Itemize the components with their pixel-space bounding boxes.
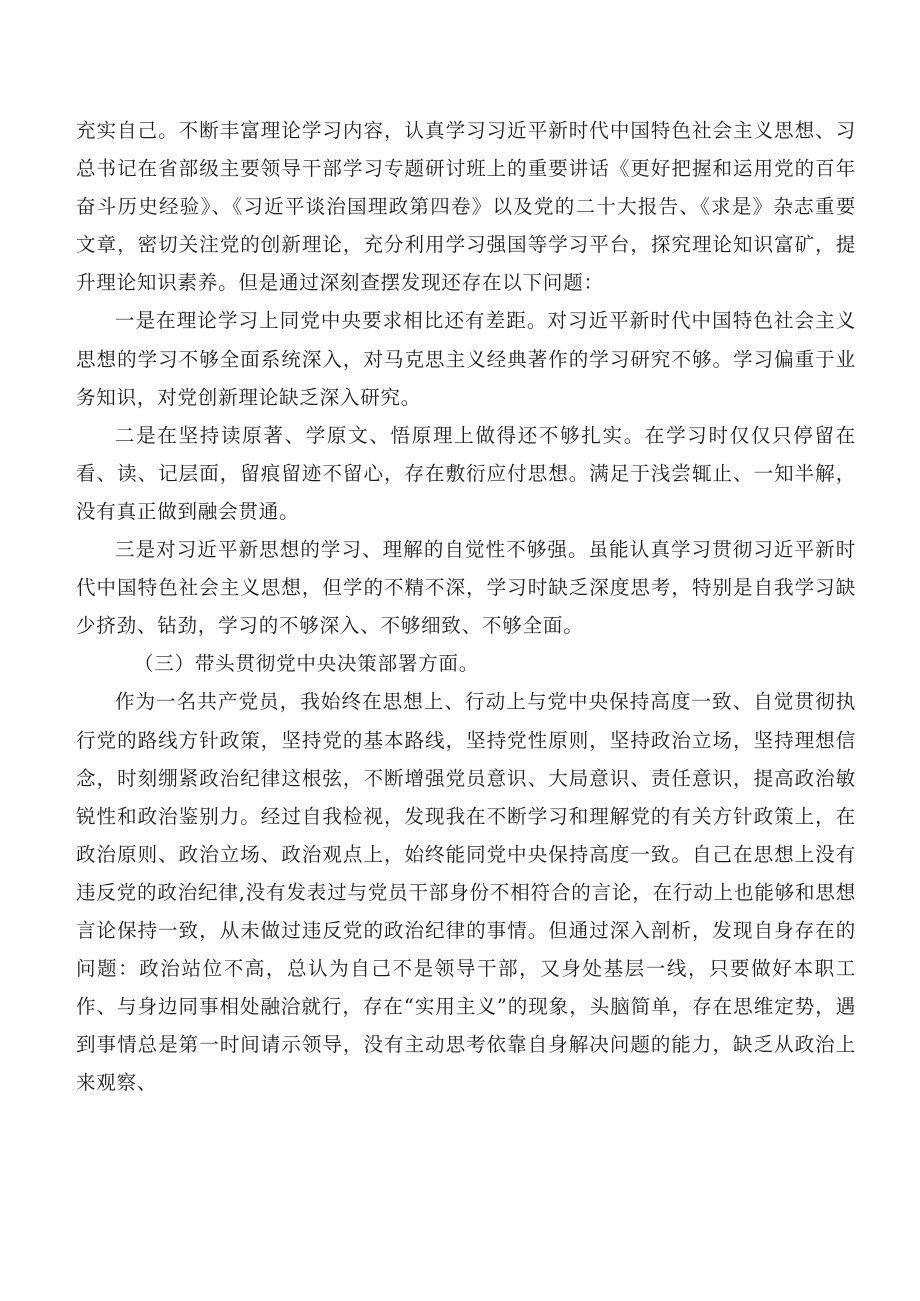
section-heading: （三）带头贯彻党中央决策部署方面。 xyxy=(134,652,480,676)
document-body xyxy=(76,112,856,1102)
paragraph-problem-two: 二是在坚持读原著、学原文、悟原理上做得还不够扎实。在学习时仅仅只停留在看、读、记层面，留痕留迹不留心，存在敷衍应付思想。满足于浅尝辄止、一知半解，没有真正做到融会贯通。 xyxy=(76,423,856,523)
paragraph-problem-one: 一是在理论学习上同党中央要求相比还有差距。对习近平新时代中国特色社会主义思想的学习不够全面系统深入，对马克思主义经典著作的学习研究不够。学习偏重于业务知识，对党创新理论缺乏深入研究。 xyxy=(76,309,856,409)
paragraph-continuation: 充实自己。不断丰富理论学习内容，认真学习习近平新时代中国特色社会主义思想、习总书记在省部级主要领导干部学习专题研讨班上的重要讲话《更好把握和运用党的百年奋斗历史经验》、《习近平谈治国理政第四卷》以及党的二十大报告、《求是》杂志重要文章，密切关注党的创新理论，充分利用学习强国等学习平台，探究理论知识富矿，提升理论知识素养。但是通过深刻查摆发现还存在以下问题： xyxy=(76,119,856,295)
paragraph-problem-three: 三是对习近平新思想的学习、理解的自觉性不够强。虽能认真学习贯彻习近平新时代中国特色社会主义思想，但学的不精不深，学习时缺乏深度思考，特别是自我学习缺少挤劲、钻劲，学习的不够深入、不够细致、不够全面。 xyxy=(76,538,856,638)
paragraph-party-member: 作为一名共产党员，我始终在思想上、行动上与党中央保持高度一致、自觉贯彻执行党的路线方针政策，坚持党的基本路线，坚持党性原则，坚持政治立场，坚持理想信念，时刻绷紧政治纪律这根弦，不断增强党员意识、大局意识、责任意识，提高政治敏锐性和政治鉴别力。经过自我检视，发现我在不断学习和理解党的有关方针政策上，在政治原则、政治立场、政治观点上，始终能同党中央保持高度一致。自己在思想上没有违反党的政治纪律,没有发表过与党员干部身份不相符合的言论，在行动上也能够和思想言论保持一致，从未做过违反党的政治纪律的事情。但通过深入剖析，发现自身存在的问题：政治站位不高，总认为自己不是领导干部，又身处基层一线，只要做好本职工作、与身边同事相处融洽就行，存在“实用主义”的现象，头脑简单，存在思维定势，遇到事情总是第一时间请示领导，没有主动思考依靠自身解决问题的能力，缺乏从政治上来观察、 xyxy=(76,690,856,1095)
